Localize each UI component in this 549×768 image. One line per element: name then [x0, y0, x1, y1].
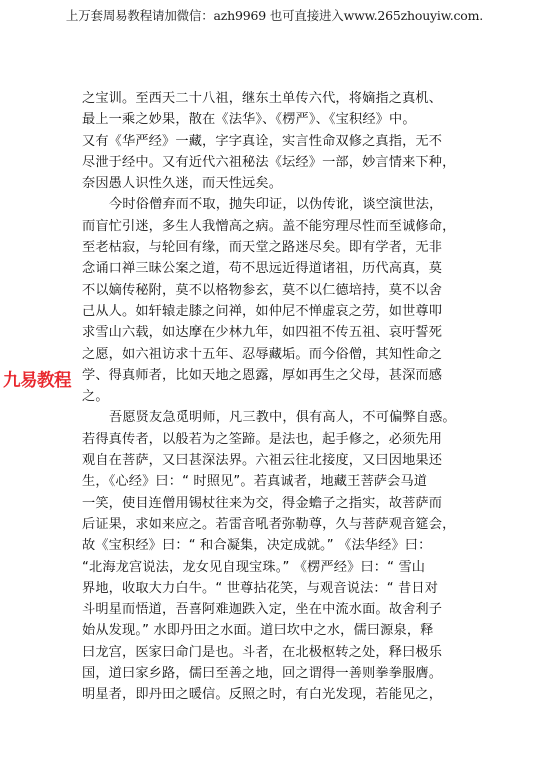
- document-body: [82, 88, 464, 706]
- text-line: 己从人。如轩辕走膝之问禅，如仲尼不惮虚哀之劳，如世尊叩: [82, 303, 443, 319]
- text-line: 观自在菩萨，又曰甚深法界。六祖云往北接度，又曰因地果还: [82, 453, 443, 469]
- text-line: 故《宝积经》曰：“ 和合凝集，决定成就。” 《法华经》曰：: [82, 538, 432, 554]
- text-line: 今时俗僧弃而不取，抛失印证，以伪传讹，谈空演世法，: [109, 197, 443, 213]
- text-line: 求雪山六载，如达摩在少林九年，如四祖不传五祖、哀吁誓死: [82, 325, 443, 341]
- text-line: 斗明星而悟道，吾喜阿难迦跌入定，坐在中流水面。故舍利子: [82, 602, 443, 618]
- text-line: 曰龙宫，医家曰命门是也。斗者，在北极枢转之处，释曰极乐: [82, 644, 443, 660]
- text-line: 后证果，求如来应之。若雷音吼者弥勒尊，久与菩萨观音筵会，: [82, 516, 456, 532]
- text-line: 学、得真师者，比如天地之恩露，厚如再生之父母，甚深而感: [82, 367, 443, 383]
- text-line: 又有《华严经》一藏，字字真诠，实言性命双修之真指，无不: [82, 133, 443, 149]
- text-line: 界地，收取大力白牛。“ 世尊拈花笑，与观音说法：“ 昔日对: [82, 580, 439, 596]
- text-line: 明星者，即丹田之暖信。反照之时，有白光发现，若能见之，: [82, 687, 443, 703]
- text-line: 生，《心经》曰：“ 时照见”。若真诚者，地藏王菩萨会马道: [82, 474, 428, 490]
- text-line: 若得真传者，以般若为之筌蹄。是法也，起手修之，必须先用: [82, 431, 443, 447]
- text-line: 最上一乘之妙果，散在《法华》、《楞严》、《宝积经》中。: [82, 112, 416, 128]
- text-line: “北海龙宫说法，龙女见自现宝珠。” 《楞严经》曰：“ 雪山: [82, 559, 426, 575]
- text-line: 吾愿贤友急觅明师，凡三教中，俱有高人，不可偏弊自惑。: [109, 410, 456, 426]
- page-header: 上万套周易教程请加微信：azh9969 也可直接进入www.265zhouyiw.com.: [65, 8, 484, 23]
- text-line: 念诵口禅三昧公案之道，苟不思远近得道诸祖，历代高真，莫: [82, 261, 443, 277]
- text-line: 奈因愚人识性久迷，而天性远矣。: [82, 176, 283, 192]
- text-line: 尽泄于经中。又有近代六祖秘法《坛经》一部，妙言情来下种，: [82, 154, 456, 170]
- text-line: 之宝训。至西天二十八祖，继东土单传六代，将嫡指之真机、: [82, 91, 443, 106]
- text-line: 之。: [82, 389, 109, 405]
- text-line: 始从发现。” 水即丹田之水面。道曰坎中之水，儒曰源泉，释: [82, 623, 434, 639]
- text-line: 国，道曰家乡路，儒曰至善之地，回之谓得一善则拳拳服膺。: [82, 666, 443, 682]
- text-line: 之愿，如六祖访求十五年、忍辱藏垢。而今俗僧，其知性命之: [82, 346, 443, 362]
- text-line: 而盲忙引迷，多生人我憎高之病。盖不能穷理尽性而至诚修命，: [82, 218, 456, 234]
- text-line: 至老枯寂，与轮回有缘，而天堂之路迷尽矣。即有学者，无非: [82, 240, 443, 256]
- text-line: 不以嫡传秘附，莫不以格物参玄，莫不以仁德培持，莫不以舍: [82, 282, 443, 298]
- text-line: 一笑，使目连僧用锡杖往来为交，得金蟾子之指实，故菩萨而: [82, 495, 443, 511]
- watermark-logo: 九易教程: [3, 371, 71, 391]
